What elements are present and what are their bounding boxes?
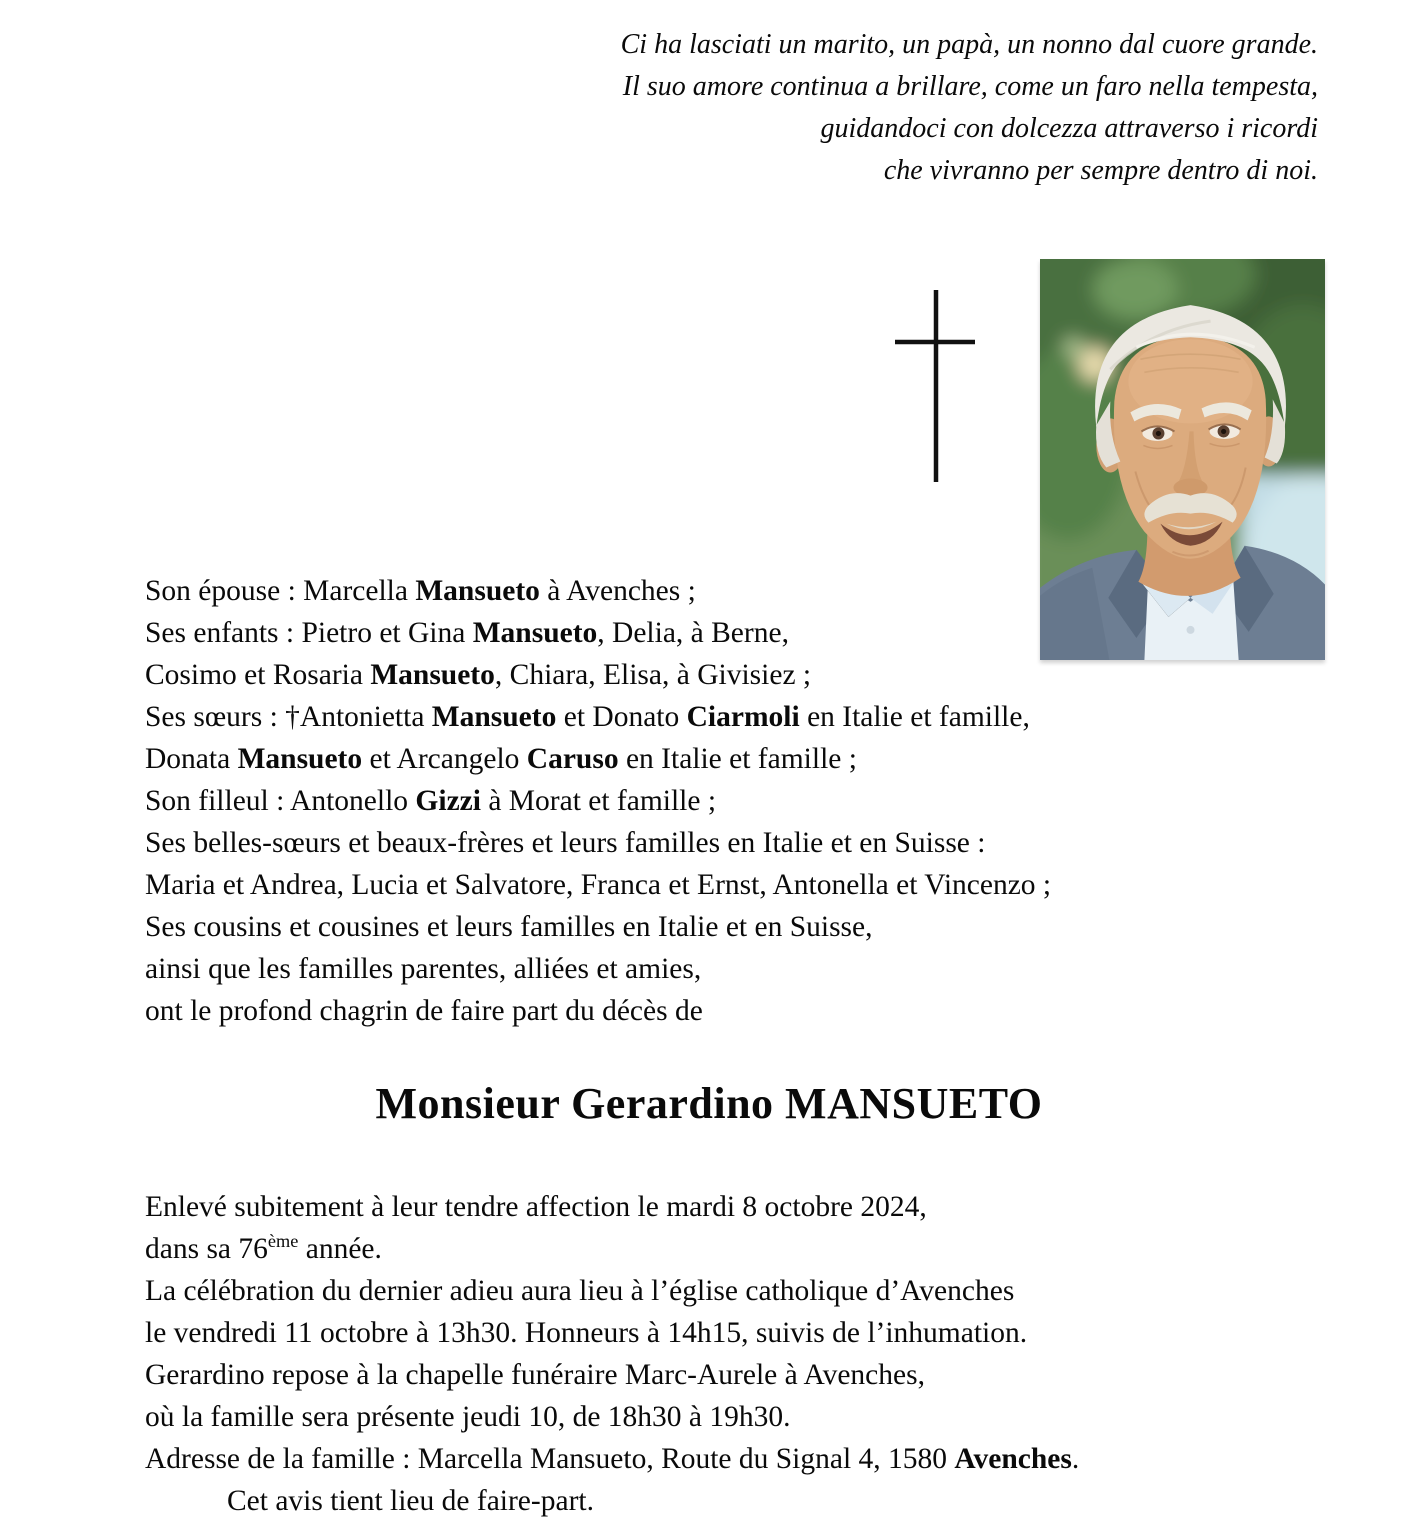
text-line	[145, 570, 1325, 612]
text-segment: dans sa 76	[145, 1233, 268, 1265]
text-line	[145, 864, 1325, 906]
text-segment: année.	[298, 1233, 382, 1265]
text-line	[145, 1270, 1325, 1312]
text-line	[145, 1480, 1325, 1522]
text-segment: à Avenches ;	[539, 575, 696, 607]
text-segment: Gerardino repose à la chapelle funéraire Marc-Aurele à Avenches,	[145, 1359, 925, 1391]
text-segment: .	[1071, 1443, 1080, 1475]
text-segment: ème	[267, 1231, 299, 1252]
text-line	[145, 738, 1325, 780]
text-segment: en Italie et famille ;	[618, 743, 857, 775]
family-name-bold: Mansueto	[415, 575, 540, 607]
text-line	[145, 780, 1325, 822]
text-segment: et Arcangelo	[362, 743, 527, 775]
text-line	[145, 822, 1325, 864]
text-segment: ainsi que les familles parentes, alliées et amies,	[145, 953, 702, 985]
text-segment: le vendredi 11 octobre à 13h30. Honneurs à 14h15, suivis de l’inhumation.	[145, 1317, 1028, 1349]
text-segment: Ses belles-sœurs et beaux-frères et leurs familles en Italie et en Suisse :	[145, 827, 986, 859]
family-name-bold: Caruso	[526, 743, 619, 775]
text-segment: en Italie et famille,	[799, 701, 1030, 733]
text-line	[145, 948, 1325, 990]
text-line	[145, 1354, 1325, 1396]
quote-line: che vivranno per sempre dentro di noi.	[883, 155, 1318, 186]
text-segment: Son filleul : Antonello	[145, 785, 416, 817]
text-line	[145, 906, 1325, 948]
family-name-bold: Mansueto	[431, 701, 557, 733]
text-line	[145, 1312, 1325, 1354]
text-segment: ont le profond chagrin de faire part du décès de	[145, 995, 703, 1027]
text-segment: Ses enfants : Pietro et Gina	[145, 617, 473, 649]
text-segment: , Delia, à Berne,	[597, 617, 789, 649]
quote-line: Il suo amore continua a brillare, come un faro nella tempesta,	[622, 71, 1318, 102]
memorial-quote	[418, 24, 1318, 192]
quote-line: Ci ha lasciati un marito, un papà, un nonno dal cuore grande.	[620, 29, 1318, 60]
text-line	[145, 696, 1325, 738]
text-segment: Son épouse : Marcella	[145, 575, 416, 607]
text-segment: Cet avis tient lieu de faire-part.	[227, 1485, 594, 1517]
text-segment: et Donato	[556, 701, 687, 733]
text-segment: Ses sœurs : †Antonietta	[145, 701, 432, 733]
text-segment: La célébration du dernier adieu aura lieu à l’église catholique d’Avenches	[145, 1275, 1015, 1307]
cross-icon	[891, 286, 979, 486]
family-name-bold: Avenches	[954, 1443, 1072, 1475]
deceased-name-title: Monsieur Gerardino MANSUETO	[375, 1079, 1043, 1128]
text-segment: où la famille sera présente jeudi 10, de 18h30 à 19h30.	[145, 1401, 791, 1433]
text-segment: Adresse de la famille : Marcella Mansueto, Route du Signal 4, 1580	[145, 1443, 955, 1475]
text-segment: à Morat et famille ;	[480, 785, 717, 817]
text-line	[145, 1396, 1325, 1438]
text-segment: Enlevé subitement à leur tendre affection le mardi 8 octobre 2024,	[145, 1191, 927, 1223]
funeral-details-paragraph	[145, 1186, 1325, 1522]
family-name-bold: Mansueto	[370, 659, 495, 691]
text-segment: , Chiara, Elisa, à Givisiez ;	[494, 659, 812, 691]
family-paragraph	[145, 570, 1325, 1032]
text-segment: Donata	[145, 743, 238, 775]
family-name-bold: Mansueto	[237, 743, 363, 775]
text-segment: Cosimo et Rosaria	[145, 659, 371, 691]
text-line	[145, 1186, 1325, 1228]
text-line	[145, 654, 1325, 696]
family-name-bold: Mansueto	[472, 617, 598, 649]
quote-line: guidandoci con dolcezza attraverso i ricordi	[820, 113, 1318, 144]
text-segment: Ses cousins et cousines et leurs familles en Italie et en Suisse,	[145, 911, 873, 943]
text-line	[145, 1228, 1325, 1270]
text-line	[145, 612, 1325, 654]
text-line	[145, 990, 1325, 1032]
text-segment: Maria et Andrea, Lucia et Salvatore, Franca et Ernst, Antonella et Vincenzo ;	[145, 869, 1052, 901]
family-name-bold: Ciarmoli	[686, 701, 800, 733]
text-line	[145, 1438, 1325, 1480]
family-name-bold: Gizzi	[415, 785, 481, 817]
